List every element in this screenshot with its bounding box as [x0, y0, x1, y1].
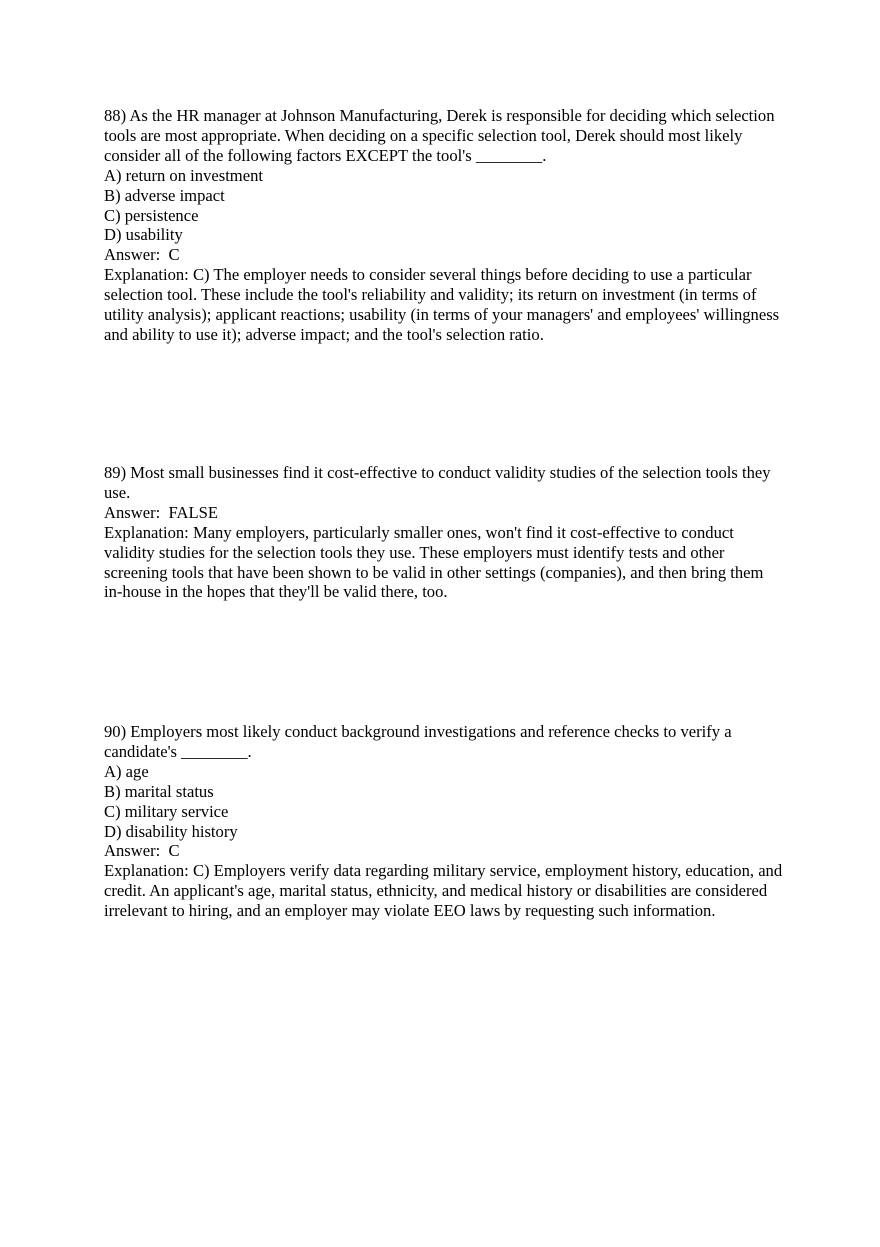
question-88	[104, 106, 784, 345]
option-d: D) usability	[104, 225, 183, 245]
question-stem: 89) Most small businesses find it cost-effective to conduct validity studies of the selection tools they use.	[104, 463, 771, 502]
option-a: A) age	[104, 761, 149, 781]
explanation: Explanation: C) The employer needs to consider several things before deciding to use a particular selection tool. These include the tool's reliability and validity; its return on investment (in terms of utility analysis); applicant reactions; usability (in terms of your managers' and employees' willingness and ability to use it); adverse impact; and the tool's selection ratio.	[104, 265, 780, 344]
answer: Answer: FALSE	[104, 502, 219, 522]
explanation: Explanation: C) Employers verify data regarding military service, employment history, education, and credit. An applicant's age, marital status, ethnicity, and medical history or disabilities are considered irrelevant to hiring, and an employer may violate EEO laws by requesting such information.	[104, 861, 783, 921]
explanation: Explanation: Many employers, particularly smaller ones, won't find it cost-effective to conduct validity studies for the selection tools they use. These employers must identify tests and other screening tools that have been shown to be valid in other settings (companies), and then bring them in-house in the hopes that they'll be valid there, too.	[104, 522, 764, 602]
option-a: A) return on investment	[104, 165, 263, 185]
option-b: B) adverse impact	[104, 185, 225, 205]
answer: Answer: C	[104, 841, 180, 861]
question-90	[104, 722, 784, 921]
answer: Answer: C	[104, 245, 180, 265]
option-d: D) disability history	[104, 821, 238, 841]
question-stem: 90) Employers most likely conduct background investigations and reference checks to verify a candidate's ________.	[104, 722, 732, 761]
option-c: C) persistence	[104, 205, 199, 225]
question-stem: 88) As the HR manager at Johnson Manufacturing, Derek is responsible for deciding which selection tools are most appropriate. When deciding on a specific selection tool, Derek should most likely consider all of the following factors EXCEPT the tool's ________.	[104, 106, 775, 165]
question-89	[104, 463, 784, 602]
option-b: B) marital status	[104, 781, 214, 801]
option-c: C) military service	[104, 801, 229, 821]
